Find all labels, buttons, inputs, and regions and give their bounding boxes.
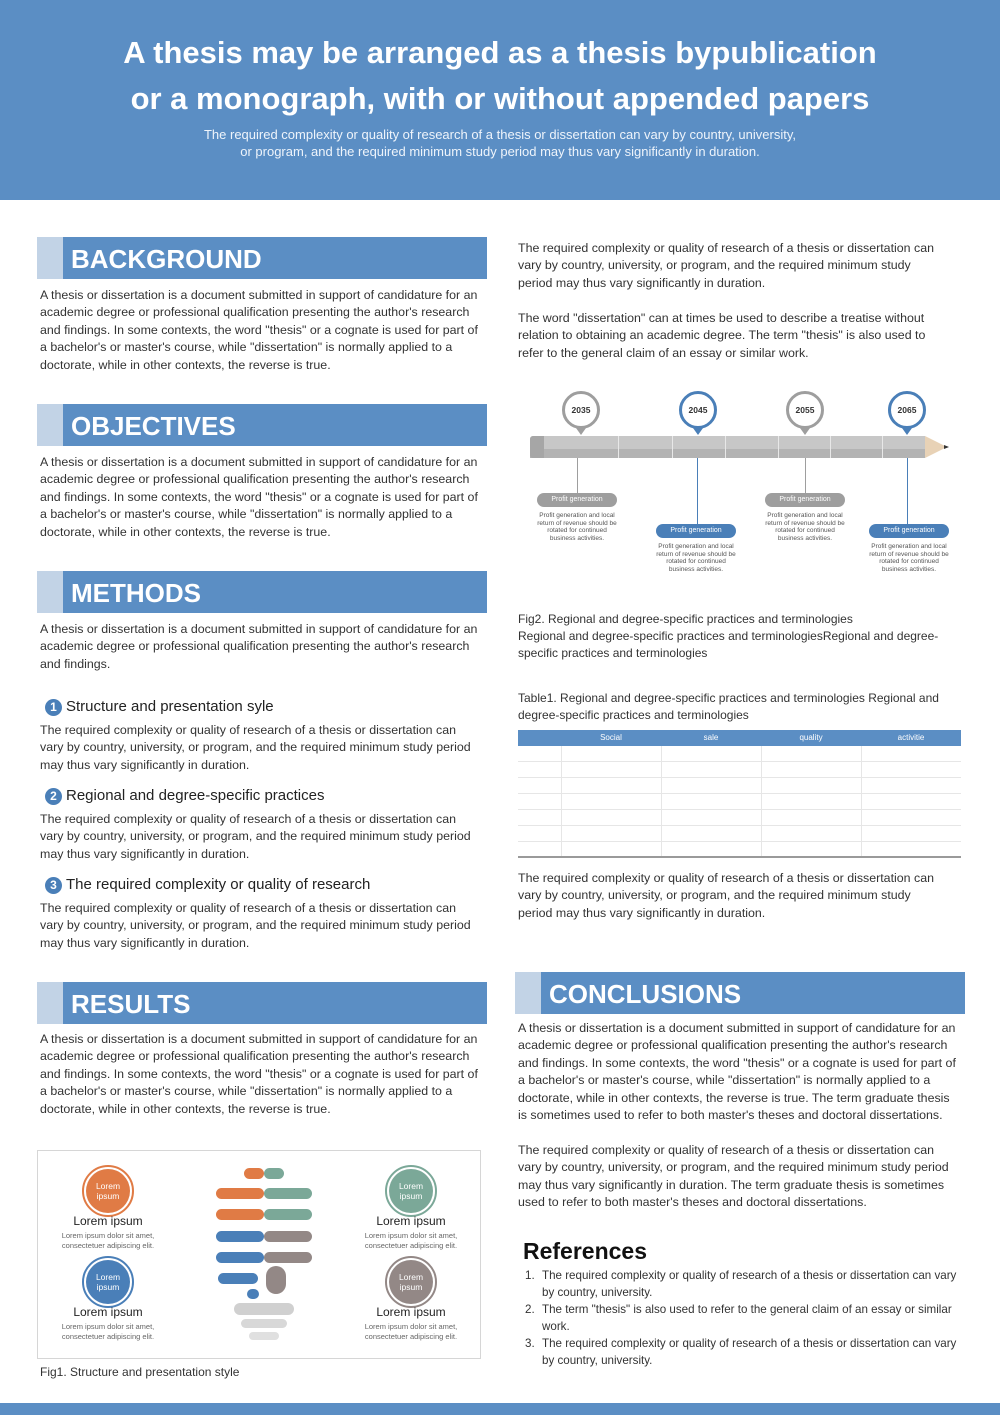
table-header-cell: Social bbox=[561, 730, 661, 746]
number-badge: 2 bbox=[45, 788, 62, 805]
table-header-cell: sale bbox=[661, 730, 761, 746]
figure-2-caption bbox=[518, 611, 948, 662]
lorem-text: Lorem ipsum dolor sit amet, consectetuer adipiscing elit. bbox=[364, 1231, 458, 1250]
objectives-section-header bbox=[37, 404, 487, 446]
title-line-1: A thesis may be arranged as a thesis bypublication bbox=[123, 35, 877, 70]
reference-item: 2. The term "thesis" is also used to refer to the general claim of an essay or similar work. bbox=[525, 1303, 952, 1333]
background-section-header bbox=[37, 237, 487, 279]
subtitle-line-1: The required complexity or quality of research of a thesis or dissertation can vary by country, university, bbox=[203, 127, 796, 142]
timeline-year-marker: 2045 bbox=[679, 391, 717, 429]
lorem-text: Lorem ipsum dolor sit amet, consectetuer adipiscing elit. bbox=[61, 1322, 155, 1341]
table-1-caption: Table1. Regional and degree-specific practices and terminologies Regional and degree-specific practices and terminologies bbox=[518, 691, 939, 722]
lorem-title: Lorem ipsum bbox=[376, 1214, 446, 1228]
subsection-title: Structure and presentation syle bbox=[66, 698, 274, 715]
methods-subsection-3-text: The required complexity or quality of research of a thesis or dissertation can vary by country, university, or program, and the required minimum study period may thus vary significantly in duration. bbox=[40, 901, 471, 950]
figure-2-caption-line-2: Regional and degree-specific practices and terminologiesRegional and degree-specific practices and terminologies bbox=[518, 629, 939, 660]
number-badge: 1 bbox=[45, 699, 62, 716]
methods-section-header bbox=[37, 571, 487, 613]
conclusions-text-1: A thesis or dissertation is a document submitted in support of candidature for an academic degree or professional qualification presenting the author's research and findings. In some contexts, the word "thesis" or a cognate is used for part of a bachelor's or master's course, while "dissertation" is normally applied to a doctorate, while in other contexts, the reverse is true. The term graduate thesis is sometimes used to refer to both master's theses and doctoral dissertations. bbox=[518, 1021, 956, 1123]
table-header-cell bbox=[518, 730, 561, 746]
table-1-after-text: The required complexity or quality of research of a thesis or dissertation can vary by country, university, or program, and the required minimum study period may thus vary significantly in duration. bbox=[518, 871, 934, 920]
figure-1-infographic bbox=[37, 1150, 481, 1359]
figure-1-caption: Fig1. Structure and presentation style bbox=[40, 1365, 240, 1379]
poster-title bbox=[0, 30, 1000, 122]
subsection-title: The required complexity or quality of research bbox=[66, 876, 371, 893]
methods-subsection-2-text: The required complexity or quality of research of a thesis or dissertation can vary by country, university, or program, and the required minimum study period may thus vary significantly in duration. bbox=[40, 812, 471, 861]
timeline-year-marker: 2055 bbox=[786, 391, 824, 429]
methods-heading: METHODS bbox=[71, 578, 201, 608]
timeline-graphic bbox=[518, 388, 958, 588]
references-heading: References bbox=[523, 1238, 648, 1264]
conclusions-section-header bbox=[515, 972, 965, 1014]
background-text: A thesis or dissertation is a document submitted in support of candidature for an academic degree or professional qualification presenting the author's research and findings. In some contexts, the word "thesis" or a cognate is used for part of a bachelor's or master's course, while "dissertation" is normally applied to a doctorate, while in other contexts, the reverse is true. bbox=[40, 288, 478, 372]
objectives-heading: OBJECTIVES bbox=[71, 411, 236, 441]
timeline-pill: Profit generation bbox=[765, 493, 845, 507]
timeline-pill-text: Profit generation and local return of revenue should be rotated for continued business activities. bbox=[537, 512, 617, 542]
lorem-title: Lorem ipsum bbox=[73, 1214, 143, 1228]
reference-item: 3. The required complexity or quality of research of a thesis or dissertation can vary by country, university. bbox=[525, 1337, 957, 1367]
subsection-title: Regional and degree-specific practices bbox=[66, 787, 325, 804]
timeline-pill: Profit generation bbox=[869, 524, 949, 538]
timeline-pill-text: Profit generation and local return of revenue should be rotated for continued business activities. bbox=[869, 543, 949, 573]
poster-header bbox=[0, 0, 1000, 200]
results-text: A thesis or dissertation is a document submitted in support of candidature for an academic degree or professional qualification presenting the author's research and findings. In some contexts, the word "thesis" or a cognate is used for part of a bachelor's or master's course, while "dissertation" is normally applied to a doctorate, while in other contexts, the reverse is true. bbox=[40, 1032, 478, 1116]
title-line-2: or a monograph, with or without appended papers bbox=[130, 81, 870, 116]
methods-subsection-2-heading bbox=[40, 786, 480, 806]
intro-paragraph-1: The required complexity or quality of research of a thesis or dissertation can vary by country, university, or program, and the required minimum study period may thus vary significantly in duration. bbox=[518, 241, 934, 290]
reference-item: 1. The required complexity or quality of research of a thesis or dissertation can vary by country, university. bbox=[525, 1269, 957, 1299]
timeline-pill-text: Profit generation and local return of revenue should be rotated for continued business activities. bbox=[765, 512, 845, 542]
methods-subsection-1-text: The required complexity or quality of research of a thesis or dissertation can vary by country, university, or program, and the required minimum study period may thus vary significantly in duration. bbox=[40, 723, 471, 772]
figure-2-caption-line-1: Fig2. Regional and degree-specific practices and terminologies bbox=[518, 612, 853, 626]
poster-subtitle bbox=[100, 126, 900, 160]
timeline-pill: Profit generation bbox=[537, 493, 617, 507]
poster-footer-bar bbox=[0, 1403, 1000, 1415]
background-heading: BACKGROUND bbox=[71, 244, 262, 274]
subtitle-line-2: or program, and the required minimum study period may thus vary significantly in duration. bbox=[240, 144, 760, 159]
methods-subsection-3-heading bbox=[40, 875, 480, 895]
methods-subsection-1-heading bbox=[40, 697, 480, 717]
number-badge: 3 bbox=[45, 877, 62, 894]
results-section-header bbox=[37, 982, 487, 1024]
conclusions-text-2: The required complexity or quality of research of a thesis or dissertation can vary by country, university, or program, and the required minimum study period may thus vary significantly in duration. The term graduate thesis is sometimes used to refer to both master's theses and doctoral dissertations. bbox=[518, 1143, 949, 1210]
timeline-year-marker: 2035 bbox=[562, 391, 600, 429]
lorem-text: Lorem ipsum dolor sit amet, consectetuer adipiscing elit. bbox=[364, 1322, 458, 1341]
objectives-text: A thesis or dissertation is a document submitted in support of candidature for an academic degree or professional qualification presenting the author's research and findings. In some contexts, the word "thesis" or a cognate is used for part of a bachelor's or master's course, while "dissertation" is normally applied to a doctorate, while in other contexts, the reverse is true. bbox=[40, 455, 478, 539]
table-1 bbox=[518, 730, 961, 858]
lorem-text: Lorem ipsum dolor sit amet, consectetuer adipiscing elit. bbox=[61, 1231, 155, 1250]
lorem-circle-orange: Lorem ipsum bbox=[86, 1169, 130, 1213]
results-heading: RESULTS bbox=[71, 989, 191, 1019]
table-header-cell: activitie bbox=[861, 730, 961, 746]
timeline-pill-text: Profit generation and local return of revenue should be rotated for continued business activities. bbox=[656, 543, 736, 573]
methods-text: A thesis or dissertation is a document submitted in support of candidature for an academic degree or professional qualification presenting the author's research and findings. bbox=[40, 622, 478, 671]
table-header-cell: quality bbox=[761, 730, 861, 746]
timeline-year-marker: 2065 bbox=[888, 391, 926, 429]
conclusions-heading: CONCLUSIONS bbox=[549, 979, 742, 1009]
timeline-pill: Profit generation bbox=[656, 524, 736, 538]
lorem-circle-teal: Lorem ipsum bbox=[389, 1169, 433, 1213]
lorem-title: Lorem ipsum bbox=[73, 1305, 143, 1319]
references-list bbox=[523, 1267, 963, 1369]
lorem-circle-gray: Lorem ipsum bbox=[389, 1260, 433, 1304]
intro-paragraph-2: The word "dissertation" can at times be used to describe a treatise without relation to obtaining an academic degree. The term "thesis" is also used to refer to the general claim of an essay or similar work. bbox=[518, 311, 926, 360]
lorem-circle-blue: Lorem ipsum bbox=[86, 1260, 130, 1304]
lorem-title: Lorem ipsum bbox=[376, 1305, 446, 1319]
